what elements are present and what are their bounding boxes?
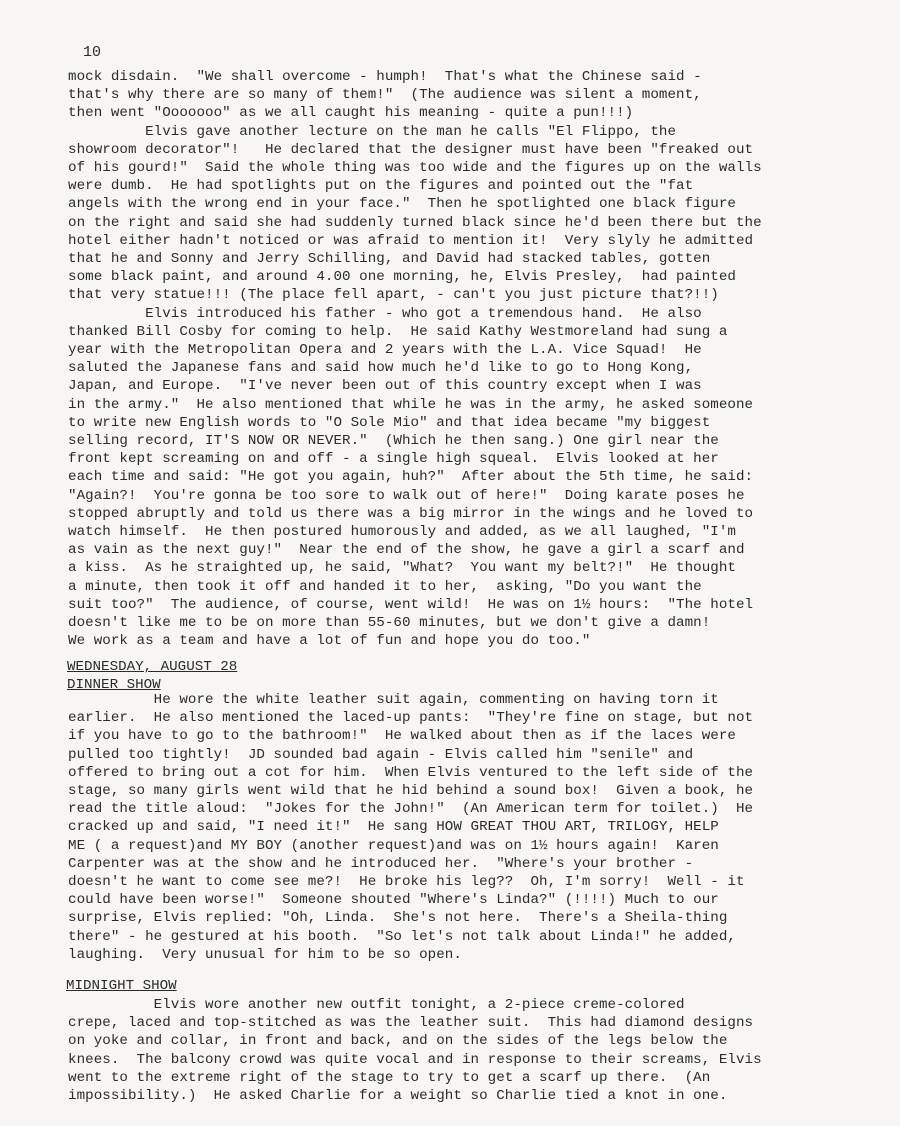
text-line: impossibility.) He asked Charlie for a weight so Charlie tied a knot in one. (68, 1088, 728, 1105)
text-line: watch himself. He then postured humorously and added, as we all laughed, "I'm (68, 524, 736, 541)
text-line: that he and Sonny and Jerry Schilling, and David had stacked tables, gotten (68, 251, 711, 268)
text-line: were dumb. He had spotlights put on the figures and pointed out the "fat (68, 178, 694, 195)
midnight-show-heading: MIDNIGHT SHOW (66, 978, 177, 994)
text-line: of his gourd!" Said the whole thing was too wide and the figures up on the walls (68, 160, 762, 177)
text-line: angels with the wrong end in your face." Then he spotlighted one black figure (68, 196, 736, 213)
text-line: cracked up and said, "I need it!" He sang HOW GREAT THOU ART, TRILOGY, HELP (68, 819, 719, 836)
text-line: stage, so many girls went wild that he hid behind a sound box! Given a book, he (68, 783, 754, 800)
text-line: went to the extreme right of the stage to try to get a scarf up there. (An (68, 1069, 711, 1086)
text-line: offered to bring out a cot for him. When Elvis ventured to the left side of the (68, 764, 754, 781)
text-line: Carpenter was at the show and he introduced her. "Where's your brother - (68, 855, 694, 872)
text-line: crepe, laced and top-stitched as was the leather suit. This had diamond designs (68, 1015, 754, 1032)
text-line: laughing. Very unusual for him to be so open. (68, 946, 462, 963)
text-line: on yoke and collar, in front and back, and on the sides of the legs below the (68, 1033, 728, 1050)
text-line: then went "Ooooooo" as we all caught his meaning - quite a pun!!!) (68, 105, 634, 122)
text-line: in the army." He also mentioned that while he was in the army, he asked someone (68, 396, 754, 413)
text-line: doesn't like me to be on more than 55-60 minutes, but we don't give a damn! (68, 615, 711, 632)
text-line: saluted the Japanese fans and said how much he'd like to go to Hong Kong, (68, 360, 694, 377)
text-line: stopped abruptly and told us there was a big mirror in the wings and he loved to (68, 505, 754, 522)
text-line: as vain as the next guy!" Near the end of the show, he gave a girl a scarf and (68, 542, 745, 559)
text-line: We work as a team and have a lot of fun and hope you do too." (68, 633, 591, 650)
text-line: Elvis wore another new outfit tonight, a 2-piece creme-colored (68, 997, 685, 1013)
text-line: some black paint, and around 4.00 one morning, he, Elvis Presley, had painted (68, 269, 736, 286)
text-line: ME ( a request)and MY BOY (another request)and was on 1½ hours again! Karen (68, 837, 719, 854)
text-line: on the right and said she had suddenly turned black since he'd been there but the (68, 214, 762, 231)
section-body-dinner (68, 691, 838, 964)
text-line: He wore the white leather suit again, commenting on having torn it (68, 692, 719, 708)
text-line: suit too?" The audience, of course, went wild! He was on 1½ hours: "The hotel (68, 596, 754, 613)
text-line: could have been worse!" Someone shouted "Where's Linda?" (!!!!) Much to our (68, 892, 719, 909)
text-line: a kiss. As he straighted up, he said, "What? You want my belt?!" He thought (68, 560, 736, 577)
text-line: mock disdain. "We shall overcome - humph! That's what the Chinese said - (68, 69, 702, 85)
text-line: if you have to go to the bathroom!" He walked about then as if the laces were (68, 728, 736, 745)
text-line: there" - he gestured at his booth. "So let's not talk about Linda!" he added, (68, 928, 736, 945)
page-number: 10 (83, 44, 102, 61)
text-line: earlier. He also mentioned the laced-up pants: "They're fine on stage, but not (68, 710, 754, 727)
text-line: year with the Metropolitan Opera and 2 years with the L.A. Vice Squad! He (68, 342, 702, 359)
text-line: to write new English words to "O Sole Mio" and that idea became "my biggest (68, 414, 711, 431)
text-line: that very statue!!! (The place fell apart, - can't you just picture that?!!) (68, 287, 719, 304)
section-body-1 (68, 68, 838, 651)
text-line: front kept screaming on and off - a single high squeal. Elvis looked at her (68, 451, 719, 468)
text-line: knees. The balcony crowd was quite vocal and in response to their screams, Elvis (68, 1051, 762, 1068)
text-line: that's why there are so many of them!" (The audience was silent a moment, (68, 87, 702, 104)
text-line: Elvis gave another lecture on the man he calls "El Flippo, the (68, 123, 677, 140)
text-line: Japan, and Europe. "I've never been out of this country except when I was (68, 378, 702, 395)
text-line: selling record, IT'S NOW OR NEVER." (Which he then sang.) One girl near the (68, 433, 719, 450)
text-line: doesn't he want to come see me?! He broke his leg?? Oh, I'm sorry! Well - it (68, 874, 745, 891)
text-line: Elvis introduced his father - who got a tremendous hand. He also (68, 305, 702, 322)
text-line: surprise, Elvis replied: "Oh, Linda. She's not here. There's a Sheila-thing (68, 910, 728, 927)
text-line: pulled too tightly! JD sounded bad again - Elvis called him "senile" and (68, 746, 694, 763)
text-line: showroom decorator"! He declared that the designer must have been "freaked out (68, 141, 754, 158)
dinner-show-heading: DINNER SHOW (67, 677, 161, 693)
text-line: a minute, then took it off and handed it to her, asking, "Do you want the (68, 578, 702, 595)
date-heading: WEDNESDAY, AUGUST 28 (67, 659, 238, 675)
text-line: each time and said: "He got you again, huh?" After about the 5th time, he said: (68, 469, 754, 486)
text-line: read the title aloud: "Jokes for the John!" (An American term for toilet.) He (68, 801, 754, 818)
section-body-midnight (68, 996, 838, 1105)
text-line: "Again?! You're gonna be too sore to walk out of here!" Doing karate poses he (68, 487, 745, 504)
text-line: thanked Bill Cosby for coming to help. He said Kathy Westmoreland had sung a (68, 323, 728, 340)
text-line: hotel either hadn't noticed or was afraid to mention it! Very slyly he admitted (68, 232, 754, 249)
